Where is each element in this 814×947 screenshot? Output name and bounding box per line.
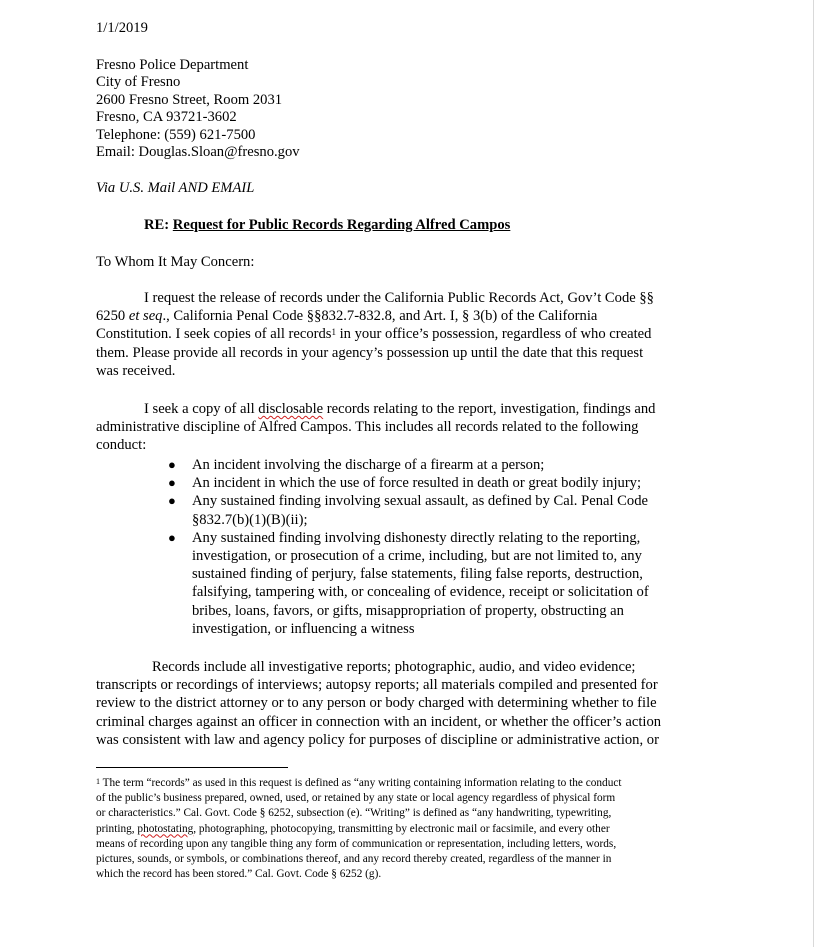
paragraph-scope [96,400,736,455]
text-line [96,822,736,837]
text-span: , photographing, photocopying, transmitting by electronic mail or facsimile, and every other [193,822,610,835]
text-line: §832.7(b)(1)(B)(ii); [192,511,308,528]
address-line: Fresno Police Department [96,57,249,73]
text-line: investigation, or influencing a witness [192,620,415,637]
recipient-address [96,56,300,160]
footnote-separator [96,767,288,768]
text-line: Records include all investigative reports; photographic, audio, and video evidence; [152,659,636,675]
italic-span: et seq [128,308,163,325]
re-subject: Request for Public Records Regarding Alfred Campos [172,217,511,233]
text-line: means of recording upon any tangible thing any form of communication or representation, including letters, words, [96,837,617,850]
salutation: To Whom It May Concern: [96,254,255,270]
bullet-icon: ● [168,493,176,509]
footnote-ref[interactable]: 1 [331,327,336,338]
re-label: RE: [144,217,170,233]
text-line [96,400,736,418]
address-line: City of Fresno [96,74,181,91]
footnote [96,776,736,882]
address-line: Email: Douglas.Sloan@fresno.gov [96,143,300,160]
bullet-icon: ● [168,529,176,545]
text-line: was received. [96,362,176,379]
conduct-list [168,456,728,638]
text-line: of the public’s business prepared, owned, used, or retained by any state or local agency regardless of physical form [96,792,616,805]
subject-line [144,216,510,234]
spellcheck-word[interactable]: photostating [137,822,194,835]
text-line: falsifying, tampering with, or concealing of evidence, receipt or solicitation of [192,584,649,601]
text-span: ., California Penal Code §§832.7-832.8, and Art. I, § 3(b) of the California [162,308,598,325]
text-line: investigation, or prosecution of a crime, including, but are not limited to, any [192,548,642,565]
delivery-method: Via U.S. Mail AND EMAIL [96,180,255,196]
text-line: bribes, loans, favors, or gifts, misappropriation of property, obstructing an [192,602,624,619]
text-line: was consistent with law and agency policy for purposes of discipline or administrative action, or [96,731,659,748]
text-line: transcripts or recordings of interviews; autopsy reports; all materials compiled and presented for [96,677,658,694]
text-line: administrative discipline of Alfred Campos. This includes all records related to the following [96,419,639,436]
text-line: An incident involving the discharge of a firearm at a person; [192,457,545,473]
text-line: Any sustained finding involving dishonesty directly relating to the reporting, [192,529,641,546]
paragraph-records [96,658,736,749]
text-line: review to the district attorney or to any person or body charged with determining whether to file [96,695,657,712]
spellcheck-word[interactable]: disclosable [258,401,324,417]
text-line [96,776,736,791]
paragraph-request [96,289,736,380]
address-line: Telephone: (559) 621-7500 [96,126,256,143]
text-line [96,325,736,343]
text-line [96,307,736,325]
text-span: I seek a copy of all [144,401,259,417]
text-span: records relating to the report, investigation, findings and [323,401,656,417]
text-line: Any sustained finding involving sexual assault, as defined by Cal. Penal Code [192,493,648,510]
text-line: pictures, sounds, or symbols, or combinations thereof, and any record thereby created, regardless of the manner in [96,853,612,866]
text-span: 6250 [96,308,129,325]
letter-date: 1/1/2019 [96,20,148,36]
text-line: An incident in which the use of force resulted in death or great bodily injury; [192,475,642,492]
bullet-icon: ● [168,457,176,472]
text-line: or characteristics.” Cal. Govt. Code § 6252, subsection (e). “Writing” is defined as “any handwriting, typewriting, [96,807,612,820]
text-line: sustained finding of perjury, false statements, filing false reports, destruction, [192,566,643,583]
text-line: which the record has been stored.” Cal. Govt. Code § 6252 (g). [96,868,382,881]
list-item [168,474,728,492]
list-item [168,529,728,638]
address-line: Fresno, CA 93721-3602 [96,109,237,126]
text-line: conduct: [96,437,147,454]
text-span: in your office’s possession, regardless of who created [335,326,652,343]
text-span: Constitution. I seek copies of all records [96,326,332,343]
footnote-mark: 1 [96,777,100,786]
address-line: 2600 Fresno Street, Room 2031 [96,91,283,108]
text-span: The term “records” as used in this request is defined as “any writing containing information relating to the conduct [100,777,622,789]
text-line: criminal charges against an officer in connection with an incident, or whether the officer’s action [96,713,662,730]
list-item [168,456,728,474]
list-item [168,492,728,528]
text-span: printing, [96,822,138,835]
text-line: them. Please provide all records in your agency’s possession up until the date that this request [96,344,644,361]
text-line: I request the release of records under the California Public Records Act, Gov’t Code §§ [144,290,654,306]
bullet-icon: ● [168,475,176,491]
